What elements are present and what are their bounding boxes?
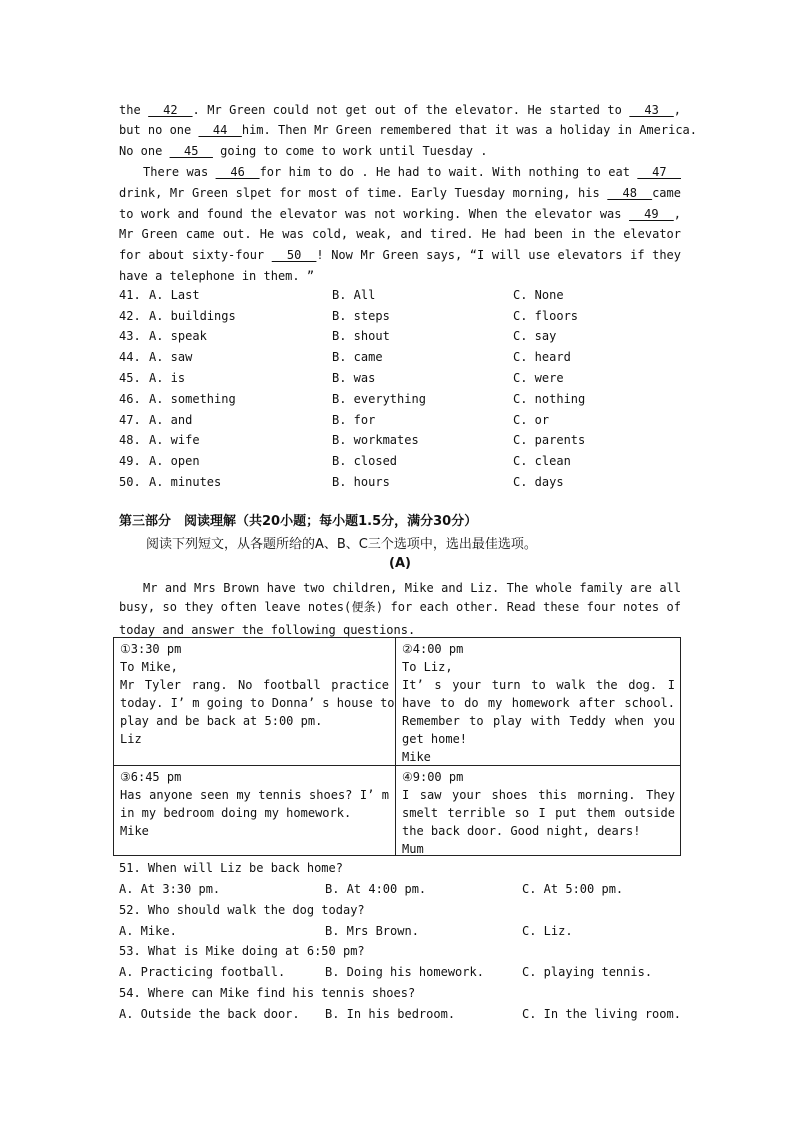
option-row: 46. A. something B. everything C. nothing bbox=[119, 392, 586, 406]
question-option: B. Mrs Brown. bbox=[325, 924, 419, 938]
question-option: B. At 4:00 pm. bbox=[325, 882, 427, 896]
note-line: have to do my homework after school. bbox=[402, 696, 675, 710]
note-signature: Liz bbox=[120, 732, 142, 746]
question-option: C. In the living room. bbox=[522, 1007, 681, 1021]
question-option: B. Doing his homework. bbox=[325, 965, 484, 979]
note-time: ④9:00 pm bbox=[402, 770, 464, 784]
blank-49: 49 bbox=[629, 207, 674, 221]
note-2 bbox=[396, 638, 681, 766]
passage-line-9: have a telephone in them. ” bbox=[119, 269, 315, 283]
question-option: A. At 3:30 pm. bbox=[119, 882, 221, 896]
blank-42: 42 bbox=[148, 103, 193, 117]
blank-47: 47 bbox=[637, 165, 681, 179]
question-option: C. At 5:00 pm. bbox=[522, 882, 624, 896]
note-signature: Mike bbox=[402, 750, 431, 764]
question-51: 51. When will Liz be back home? bbox=[119, 861, 343, 875]
passage-line-2: but no one 44 him. Then Mr Green remembered that it was a holiday in America. bbox=[119, 123, 697, 137]
note-time: ③6:45 pm bbox=[120, 770, 182, 784]
passage-line-6: to work and found the elevator was not working. When the elevator was 49 , bbox=[119, 207, 681, 221]
note-line: play and be back at 5:00 pm. bbox=[120, 714, 323, 728]
note-line: To Mike, bbox=[120, 660, 178, 674]
passage-line-3: No one 45 going to come to work until Tuesday . bbox=[119, 144, 488, 158]
option-row: 44. A. saw B. came C. heard bbox=[119, 350, 571, 364]
note-line: To Liz, bbox=[402, 660, 453, 674]
passage-line-8: for about sixty-four 50 ! Now Mr Green says, “I will use elevators if they bbox=[119, 248, 681, 262]
question-option: A. Practicing football. bbox=[119, 965, 286, 979]
option-row: 49. A. open B. closed C. clean bbox=[119, 454, 571, 468]
passage-line-1: the 42 . Mr Green could not get out of the elevator. He started to 43 , bbox=[119, 103, 681, 117]
question-option: B. In his bedroom. bbox=[325, 1007, 456, 1021]
option-row: 42. A. buildings B. steps C. floors bbox=[119, 309, 579, 323]
blank-44: 44 bbox=[198, 123, 242, 137]
note-line: in my bedroom doing my homework. bbox=[120, 806, 352, 820]
blank-45: 45 bbox=[169, 144, 213, 158]
question-54: 54. Where can Mike find his tennis shoes? bbox=[119, 986, 416, 1000]
passage-line-4: There was 46 for him to do . He had to wait. With nothing to eat 47 bbox=[143, 165, 681, 179]
note-line: Mr Tyler rang. No football practice bbox=[120, 678, 389, 692]
question-option: A. Mike. bbox=[119, 924, 177, 938]
blank-43: 43 bbox=[629, 103, 674, 117]
note-4 bbox=[396, 766, 681, 858]
passage-line-5: drink, Mr Green slpet for most of time. Early Tuesday morning, his 48 came bbox=[119, 186, 681, 200]
note-time: ②4:00 pm bbox=[402, 642, 464, 656]
part-a-label: (A) bbox=[389, 556, 411, 571]
option-row: 47. A. and B. for C. or bbox=[119, 413, 550, 427]
section-instruction: 阅读下列短文，从各题所给的A、B、C三个选项中，选出最佳选项。 bbox=[146, 537, 537, 552]
note-3 bbox=[114, 766, 395, 840]
notes-table bbox=[113, 637, 681, 856]
option-row: 45. A. is B. was C. were bbox=[119, 371, 564, 385]
note-line: Has anyone seen my tennis shoes? I’ m bbox=[120, 788, 389, 802]
note-time: ①3:30 pm bbox=[120, 642, 182, 656]
note-line: the back door. Good night, dears! bbox=[402, 824, 641, 838]
note-1 bbox=[114, 638, 395, 748]
passage-line-7: Mr Green came out. He was cold, weak, and tired. He had been in the elevator bbox=[119, 227, 681, 241]
question-option: C. Liz. bbox=[522, 924, 573, 938]
blank-46: 46 bbox=[215, 165, 260, 179]
question-52: 52. Who should walk the dog today? bbox=[119, 903, 365, 917]
intro-line-1: Mr and Mrs Brown have two children, Mike and Liz. The whole family are all bbox=[143, 581, 681, 595]
note-line: today. I’ m going to Donna’ s house to bbox=[120, 696, 395, 710]
note-line: Remember to play with Teddy when you bbox=[402, 714, 675, 728]
option-row: 41. A. Last B. All C. None bbox=[119, 288, 564, 302]
option-row: 43. A. speak B. shout C. say bbox=[119, 329, 557, 343]
intro-line-3: today and answer the following questions. bbox=[119, 623, 416, 637]
note-line: It’ s your turn to walk the dog. I bbox=[402, 678, 675, 692]
note-line: I saw your shoes this morning. They bbox=[402, 788, 675, 802]
note-signature: Mike bbox=[120, 824, 149, 838]
intro-line-2: busy, so they often leave notes(便条) for each other. Read these four notes of bbox=[119, 600, 681, 614]
question-option: A. Outside the back door. bbox=[119, 1007, 300, 1021]
blank-48: 48 bbox=[607, 186, 653, 200]
option-row: 48. A. wife B. workmates C. parents bbox=[119, 433, 586, 447]
question-option: C. playing tennis. bbox=[522, 965, 653, 979]
option-row: 50. A. minutes B. hours C. days bbox=[119, 475, 564, 489]
blank-50: 50 bbox=[271, 248, 317, 262]
note-signature: Mum bbox=[402, 842, 424, 856]
section-heading: 第三部分 阅读理解（共20小题；每小题1.5分，满分30分） bbox=[119, 514, 478, 529]
question-53: 53. What is Mike doing at 6:50 pm? bbox=[119, 944, 365, 958]
note-line: smelt terrible so I put them outside bbox=[402, 806, 675, 820]
note-line: get home! bbox=[402, 732, 468, 746]
